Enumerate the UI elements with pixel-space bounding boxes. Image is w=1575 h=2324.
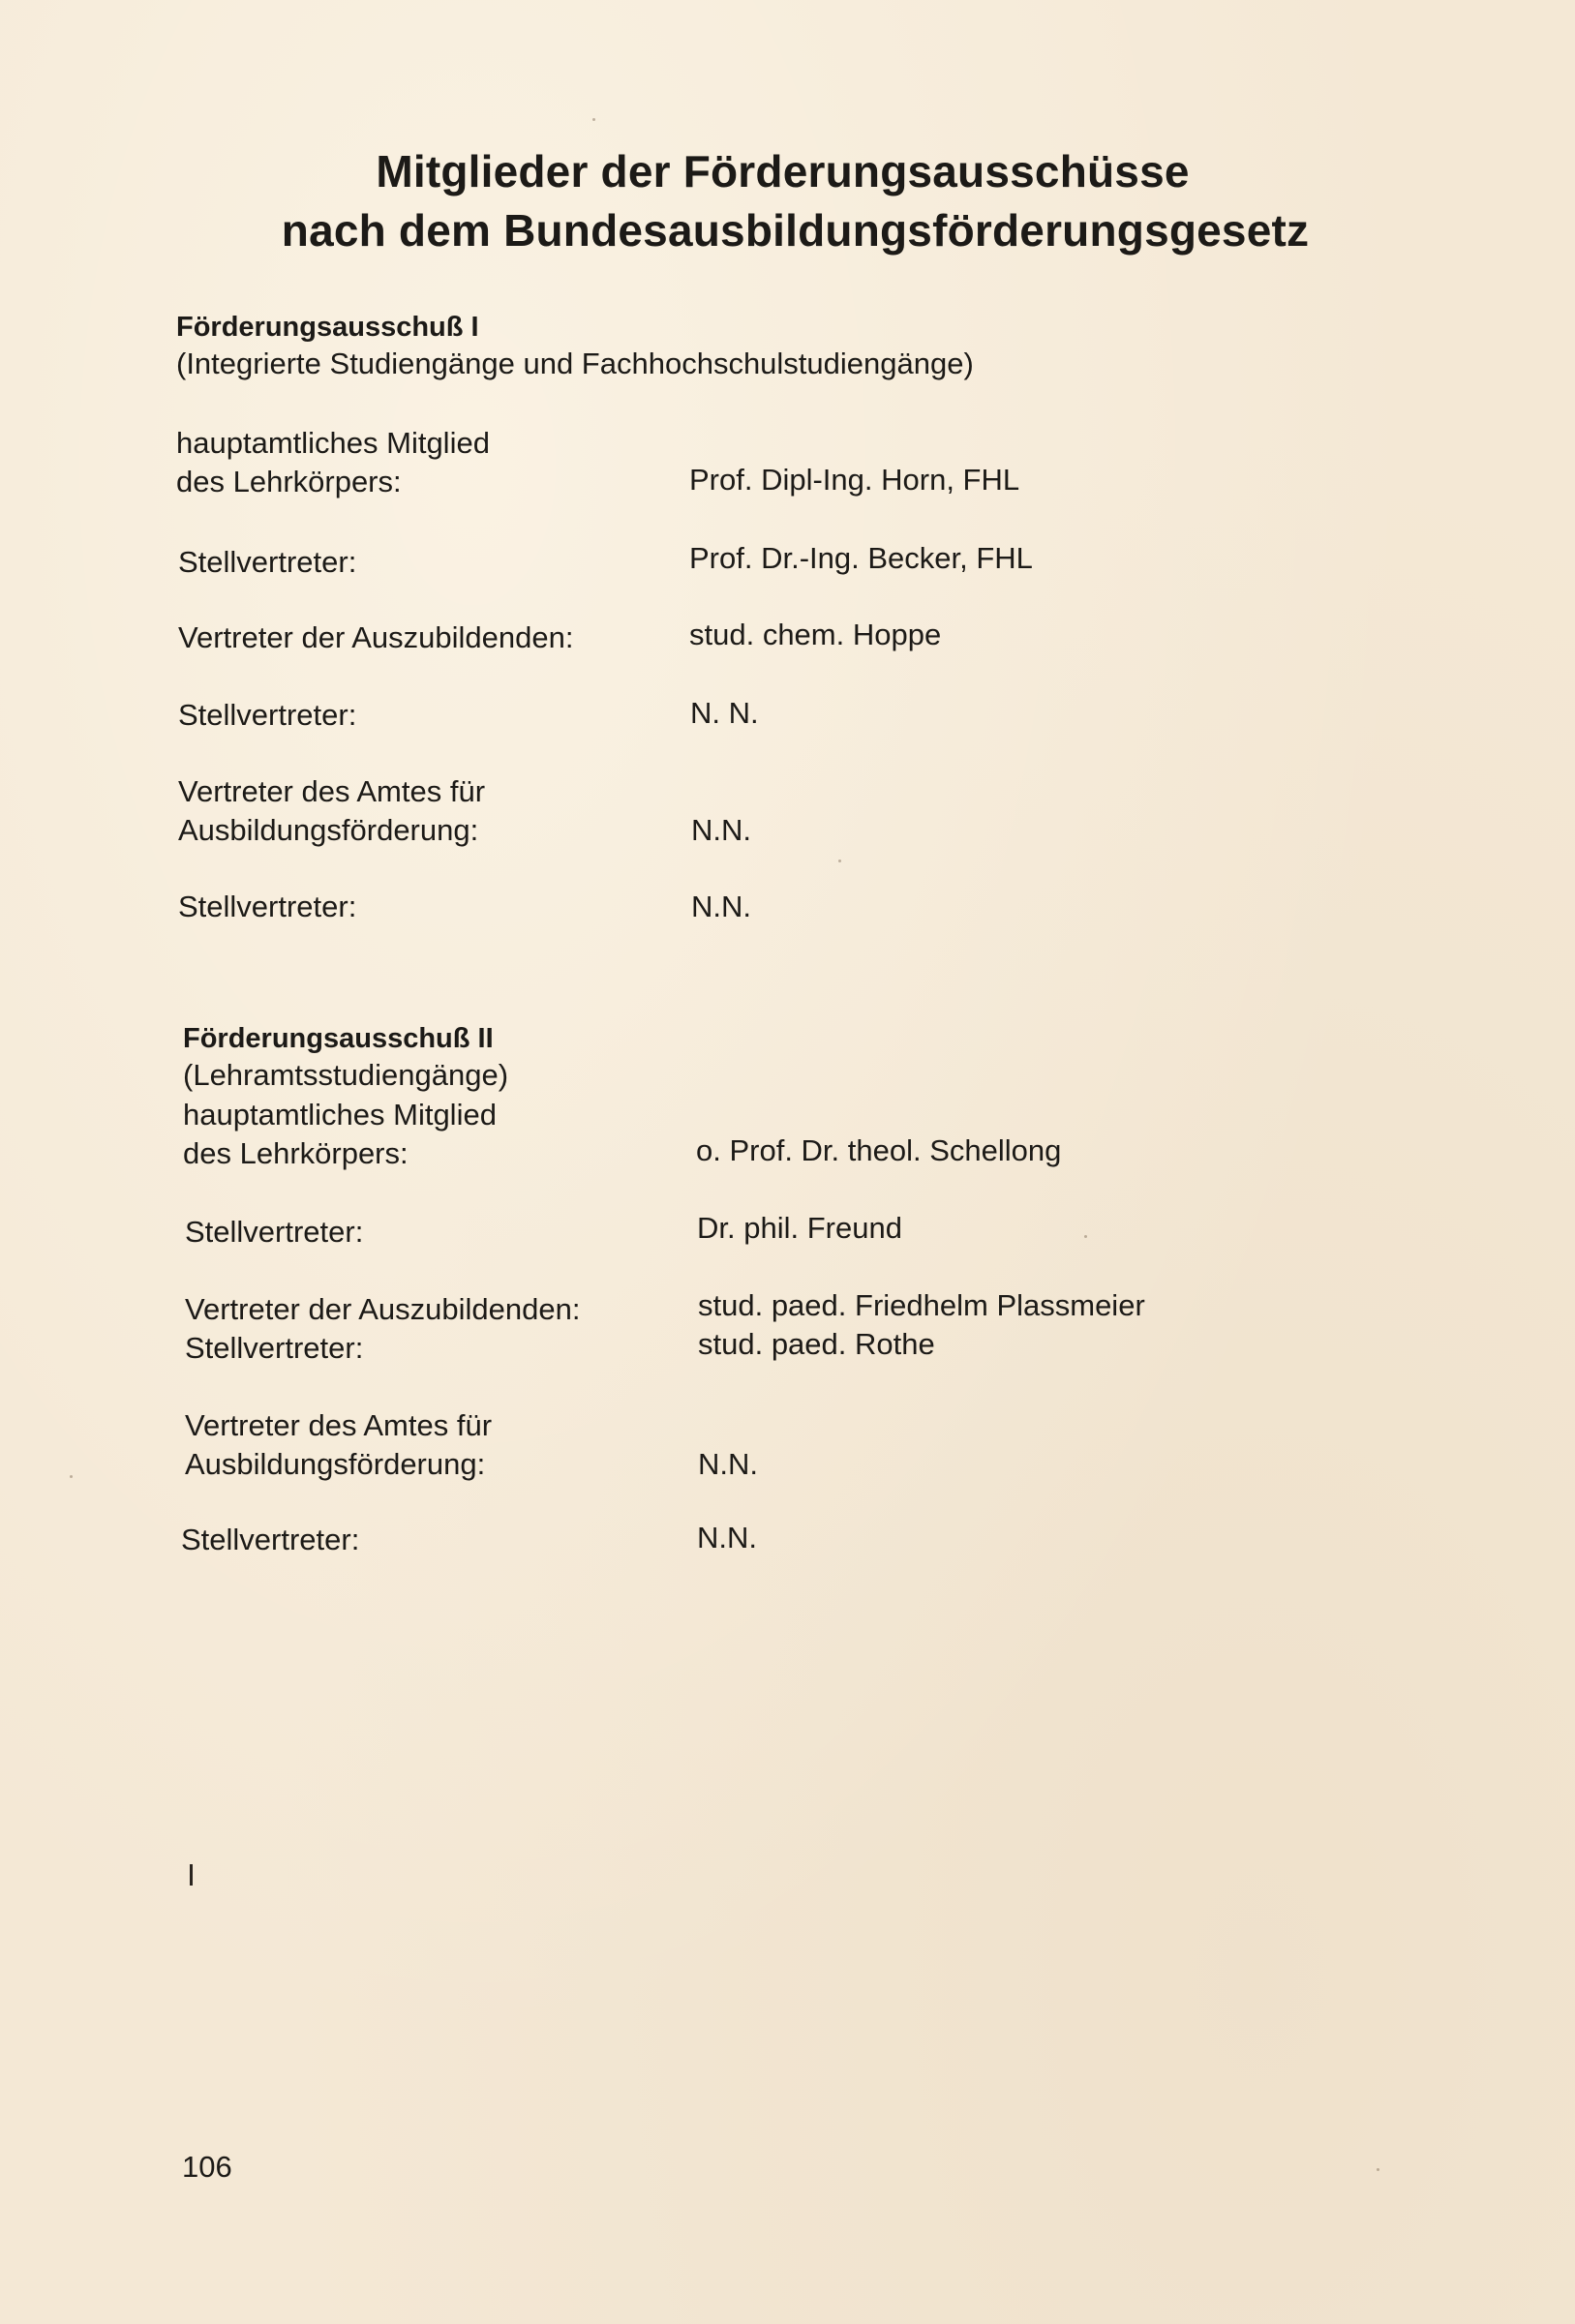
paper-speck — [838, 860, 841, 862]
section-1-heading: Förderungsausschuß I — [176, 312, 479, 343]
page-title-line-2: nach dem Bundesausbildungsförderungsgesetz — [281, 205, 1310, 256]
section-1-row-5-label-line-2: Ausbildungsförderung: — [178, 813, 479, 847]
section-2-row-1-label-line-1: hauptamtliches Mitglied — [183, 1098, 497, 1132]
paper-speck — [1377, 2168, 1379, 2171]
section-2-row-1-value: o. Prof. Dr. theol. Schellong — [696, 1133, 1062, 1167]
section-1-row-2-value: Prof. Dr.-Ing. Becker, FHL — [689, 541, 1033, 575]
paper-speck — [592, 118, 595, 121]
section-2-row-3-label-line-2: Stellvertreter: — [185, 1331, 364, 1365]
section-1-row-1-value: Prof. Dipl-Ing. Horn, FHL — [689, 463, 1020, 497]
section-2-row-2-value: Dr. phil. Freund — [697, 1211, 902, 1245]
section-2-row-5-value: N.N. — [697, 1521, 757, 1554]
paper-speck — [70, 1475, 73, 1478]
section-2-row-5-label: Stellvertreter: — [181, 1523, 360, 1556]
section-1-row-3-value: stud. chem. Hoppe — [689, 618, 942, 651]
section-1-row-4-label: Stellvertreter: — [178, 698, 357, 732]
section-2-row-3-value-line-1: stud. paed. Friedhelm Plassmeier — [698, 1288, 1145, 1322]
section-1-row-1-label-line-2: des Lehrkörpers: — [176, 465, 402, 498]
section-2-subheading: (Lehramtsstudiengänge) — [183, 1058, 509, 1092]
section-2-row-3-label-line-1: Vertreter der Auszubildenden: — [185, 1292, 581, 1326]
section-1-row-6-value: N.N. — [691, 890, 751, 923]
section-2-row-4-label-line-2: Ausbildungsförderung: — [185, 1447, 486, 1481]
section-1-row-1-label-line-1: hauptamtliches Mitglied — [176, 426, 490, 460]
page-number: 106 — [182, 2150, 232, 2184]
section-2-row-2-label: Stellvertreter: — [185, 1215, 364, 1249]
section-1-row-4-value: N. N. — [690, 696, 759, 730]
section-1-row-6-label: Stellvertreter: — [178, 890, 357, 923]
page-title-line-1: Mitglieder der Förderungsausschüsse — [376, 146, 1190, 196]
section-2-row-3-value-line-2: stud. paed. Rothe — [698, 1327, 935, 1361]
section-1-row-2-label: Stellvertreter: — [178, 545, 357, 579]
section-2-row-4-value: N.N. — [698, 1447, 758, 1481]
section-1-row-5-label-line-1: Vertreter des Amtes für — [178, 774, 486, 808]
section-2-row-1-label-line-2: des Lehrkörpers: — [183, 1136, 409, 1170]
paper-speck — [1084, 1235, 1087, 1238]
stray-print-mark — [190, 1864, 193, 1886]
section-1-row-5-value: N.N. — [691, 813, 751, 847]
section-1-row-3-label: Vertreter der Auszubildenden: — [178, 620, 574, 654]
section-1-subheading: (Integrierte Studiengänge und Fachhochschulstudiengänge) — [176, 347, 974, 380]
section-2-row-4-label-line-1: Vertreter des Amtes für — [185, 1408, 493, 1442]
section-2-heading: Förderungsausschuß II — [183, 1023, 494, 1054]
